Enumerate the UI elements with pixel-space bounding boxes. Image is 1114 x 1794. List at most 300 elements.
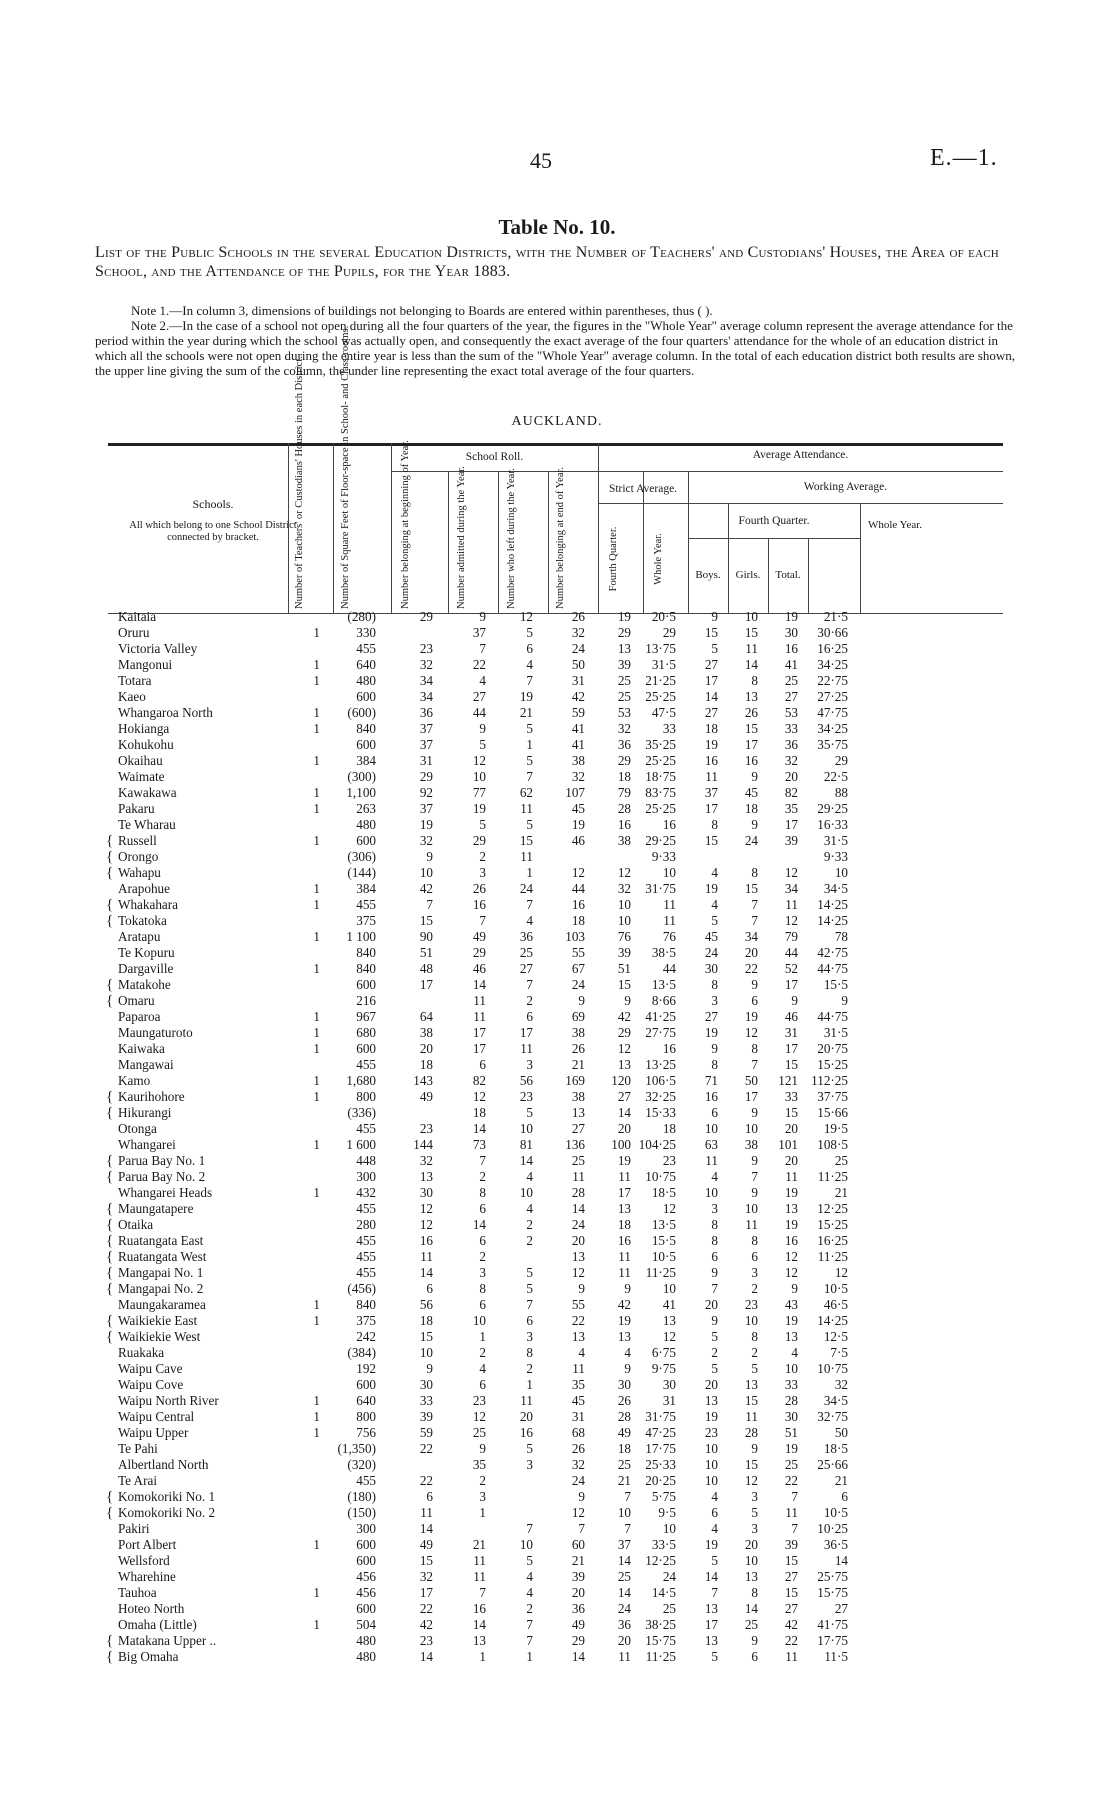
strict-whole-cell: 31·5 — [651, 657, 676, 672]
working-girls-cell: 12 — [744, 1025, 758, 1040]
table-row — [108, 929, 1003, 945]
roll-end-cell: 16 — [571, 897, 585, 912]
working-total-cell: 7 — [791, 1521, 798, 1536]
working-girls-cell: 5 — [751, 1361, 758, 1376]
working-boys-cell: 4 — [711, 865, 718, 880]
working-whole-year-cell: 50 — [834, 1425, 848, 1440]
table-row — [108, 1217, 1003, 1233]
roll-admitted-cell: 73 — [472, 1137, 486, 1152]
table-row — [108, 1121, 1003, 1137]
working-girls-cell: 6 — [751, 1649, 758, 1664]
school-name-cell: Ruakaka — [118, 1345, 165, 1360]
roll-admitted-cell: 25 — [472, 1425, 486, 1440]
working-boys-cell: 15 — [704, 625, 718, 640]
strict-fourth-cell: 26 — [617, 1393, 631, 1408]
working-whole-year-cell: 78 — [834, 929, 848, 944]
roll-admitted-cell: 35 — [472, 1457, 486, 1472]
strict-whole-cell: 16 — [662, 1041, 676, 1056]
working-boys-cell: 27 — [704, 1009, 718, 1024]
school-name-cell: Kaitaia — [118, 609, 157, 624]
strict-fourth-cell: 29 — [617, 625, 631, 640]
working-girls-cell: 11 — [745, 641, 758, 656]
roll-begin-cell: 23 — [419, 1121, 433, 1136]
district-bracket: { — [106, 1233, 114, 1249]
teachers-houses-cell: 1 — [313, 1393, 320, 1408]
strict-fourth-cell: 24 — [617, 1601, 631, 1616]
strict-whole-cell: 38·25 — [645, 1617, 676, 1632]
strict-whole-cell: 76 — [662, 929, 676, 944]
strict-whole-cell: 106·5 — [645, 1073, 676, 1088]
working-total-cell: 12 — [784, 865, 798, 880]
strict-whole-cell: 5·75 — [651, 1489, 676, 1504]
roll-end-cell: 20 — [571, 1585, 585, 1600]
table-row — [108, 801, 1003, 817]
floor-space-cell: 192 — [356, 1361, 376, 1376]
district-bracket: { — [106, 1649, 114, 1665]
roll-admitted-cell: 6 — [479, 1057, 486, 1072]
table-row — [108, 881, 1003, 897]
district-bracket: { — [106, 1249, 114, 1265]
teachers-houses-cell: 1 — [313, 1297, 320, 1312]
table-row — [108, 1297, 1003, 1313]
working-girls-cell: 5 — [751, 1505, 758, 1520]
table-row — [108, 609, 1003, 625]
roll-end-cell: 9 — [578, 1489, 585, 1504]
school-name-cell: Kaiwaka — [118, 1041, 165, 1056]
strict-whole-cell: 83·75 — [645, 785, 676, 800]
strict-fourth-cell: 12 — [617, 865, 631, 880]
working-total-cell: 25 — [784, 1457, 798, 1472]
roll-begin-cell: 15 — [419, 1553, 433, 1568]
table-row — [108, 1153, 1003, 1169]
table-row — [108, 1505, 1003, 1521]
roll-begin-cell: 34 — [419, 673, 433, 688]
working-total-cell: 43 — [784, 1297, 798, 1312]
working-boys-cell: 10 — [704, 1185, 718, 1200]
strict-fourth-cell: 15 — [617, 977, 631, 992]
strict-fourth-cell: 19 — [617, 609, 631, 624]
working-boys-cell: 30 — [704, 961, 718, 976]
working-girls-cell: 15 — [744, 721, 758, 736]
roll-begin-cell: 32 — [419, 833, 433, 848]
school-name-cell: Whangaroa North — [118, 705, 213, 720]
working-total-cell: 4 — [791, 1345, 798, 1360]
working-total-cell: 39 — [784, 1537, 798, 1552]
roll-begin-cell: 14 — [419, 1265, 433, 1280]
working-boys-cell: 8 — [711, 1057, 718, 1072]
strict-whole-cell: 104·25 — [638, 1137, 676, 1152]
roll-end-cell: 13 — [571, 1329, 585, 1344]
working-total-cell: 15 — [784, 1057, 798, 1072]
working-boys-cell: 8 — [711, 1233, 718, 1248]
table-row — [108, 641, 1003, 657]
working-girls-cell: 23 — [744, 1297, 758, 1312]
roll-begin-cell: 90 — [419, 929, 433, 944]
school-name-cell: Mangapai No. 1 — [118, 1265, 204, 1280]
working-boys-cell: 18 — [704, 721, 718, 736]
working-girls-cell: 45 — [744, 785, 758, 800]
working-girls-cell: 2 — [751, 1345, 758, 1360]
roll-admitted-cell: 22 — [472, 657, 486, 672]
table-row — [108, 1281, 1003, 1297]
roll-left-cell: 23 — [519, 1089, 533, 1104]
working-total-cell: 19 — [784, 1217, 798, 1232]
strict-whole-cell: 32·25 — [645, 1089, 676, 1104]
school-name-cell: Waimate — [118, 769, 165, 784]
strict-fourth-cell: 16 — [617, 817, 631, 832]
table-body — [108, 609, 1003, 1665]
working-total-cell: 79 — [784, 929, 798, 944]
working-boys-cell: 10 — [704, 1457, 718, 1472]
working-boys-cell: 4 — [711, 1521, 718, 1536]
roll-end-cell: 107 — [565, 785, 585, 800]
strict-fourth-cell: 32 — [617, 721, 631, 736]
roll-begin-cell: 11 — [420, 1505, 433, 1520]
working-total-cell: 28 — [784, 1393, 798, 1408]
working-girls-cell: 3 — [751, 1265, 758, 1280]
strict-fourth-cell: 4 — [624, 1345, 631, 1360]
strict-whole-cell: 9·33 — [651, 849, 676, 864]
roll-admitted-cell: 14 — [472, 1121, 486, 1136]
roll-left-cell: 11 — [520, 801, 533, 816]
col-divider — [598, 443, 599, 613]
working-boys-cell: 10 — [704, 1441, 718, 1456]
roll-admitted-cell: 1 — [479, 1649, 486, 1664]
working-girls-cell: 7 — [751, 897, 758, 912]
strict-fourth-cell: 7 — [624, 1489, 631, 1504]
floor-space-cell: 455 — [356, 1473, 376, 1488]
teachers-houses-cell: 1 — [313, 833, 320, 848]
roll-end-cell: 59 — [571, 705, 585, 720]
roll-end-cell: 67 — [571, 961, 585, 976]
roll-end-cell: 38 — [571, 1025, 585, 1040]
floor-space-cell: 300 — [356, 1521, 376, 1536]
strict-fourth-cell: 13 — [617, 1329, 631, 1344]
roll-begin-cell: 6 — [426, 1281, 433, 1296]
working-whole-year-cell: 12 — [834, 1265, 848, 1280]
roll-begin-cell: 16 — [419, 1233, 433, 1248]
floor-space-cell: 1,100 — [346, 785, 376, 800]
working-girls-cell: 8 — [751, 1585, 758, 1600]
strict-fourth-cell: 28 — [617, 801, 631, 816]
roll-left-cell: 2 — [526, 1217, 533, 1232]
strict-whole-cell: 13·75 — [645, 641, 676, 656]
working-whole-year-cell: 88 — [834, 785, 848, 800]
table-row — [108, 1025, 1003, 1041]
table-row — [108, 1265, 1003, 1281]
roll-left-cell: 5 — [526, 625, 533, 640]
table-row — [108, 1489, 1003, 1505]
strict-whole-cell: 47·25 — [645, 1425, 676, 1440]
working-whole-year-cell: 108·5 — [817, 1137, 848, 1152]
working-whole-year-cell: 34·5 — [823, 1393, 848, 1408]
working-whole-year-cell: 32 — [834, 1377, 848, 1392]
working-total-cell: 33 — [784, 1089, 798, 1104]
teachers-houses-cell: 1 — [313, 625, 320, 640]
working-whole-year-cell: 9 — [841, 993, 848, 1008]
district-bracket: { — [106, 849, 114, 865]
strict-whole-cell: 31·75 — [645, 881, 676, 896]
strict-whole-cell: 18·5 — [651, 1185, 676, 1200]
roll-left-cell: 4 — [526, 657, 533, 672]
working-total-cell: 51 — [784, 1425, 798, 1440]
table-row — [108, 1409, 1003, 1425]
roll-end-cell: 24 — [571, 641, 585, 656]
teachers-houses-cell: 1 — [313, 1025, 320, 1040]
working-boys-cell: 8 — [711, 817, 718, 832]
district-bracket: { — [106, 1489, 114, 1505]
roll-left-cell: 5 — [526, 1265, 533, 1280]
roll-left-cell: 12 — [519, 609, 533, 624]
working-girls-cell: 10 — [744, 1313, 758, 1328]
floor-space-cell: 375 — [356, 1313, 376, 1328]
roll-admitted-cell: 27 — [472, 689, 486, 704]
school-name-cell: Waikiekie East — [118, 1313, 198, 1328]
working-boys-cell: 17 — [704, 673, 718, 688]
working-girls-cell: 6 — [751, 1249, 758, 1264]
school-name-cell: Komokoriki No. 1 — [118, 1489, 216, 1504]
school-name-cell: Parua Bay No. 2 — [118, 1169, 206, 1184]
roll-left-cell: 10 — [519, 1121, 533, 1136]
school-name-cell: Komokoriki No. 2 — [118, 1505, 216, 1520]
district-bracket: { — [106, 1217, 114, 1233]
strict-whole-cell: 31·75 — [645, 1409, 676, 1424]
table-row — [108, 1009, 1003, 1025]
floor-space-cell: 680 — [356, 1025, 376, 1040]
strict-fourth-cell: 11 — [618, 1249, 631, 1264]
working-girls-cell: 9 — [751, 1633, 758, 1648]
col-divider — [391, 443, 392, 613]
strict-fourth-cell: 49 — [617, 1425, 631, 1440]
working-boys-cell: 7 — [711, 1585, 718, 1600]
working-boys-cell: 19 — [704, 881, 718, 896]
roll-end-cell: 35 — [571, 1377, 585, 1392]
roll-admitted-cell: 12 — [472, 1409, 486, 1424]
district-bracket: { — [106, 1089, 114, 1105]
working-total-cell: 52 — [784, 961, 798, 976]
roll-begin-cell: 37 — [419, 801, 433, 816]
roll-admitted-cell: 21 — [472, 1537, 486, 1552]
working-boys-cell: 9 — [711, 609, 718, 624]
district-bracket: { — [106, 1329, 114, 1345]
roll-admitted-cell: 2 — [479, 849, 486, 864]
roll-end-cell: 9 — [578, 1281, 585, 1296]
working-total-cell: 27 — [784, 1569, 798, 1584]
working-total-cell: 30 — [784, 1409, 798, 1424]
strict-whole-cell: 30 — [662, 1377, 676, 1392]
district-heading: AUCKLAND. — [511, 414, 603, 429]
roll-end-cell: 26 — [571, 1441, 585, 1456]
strict-fourth-cell: 100 — [611, 1137, 631, 1152]
strict-fourth-cell: 36 — [617, 1617, 631, 1632]
working-girls-cell: 9 — [751, 817, 758, 832]
working-girls-cell: 10 — [744, 609, 758, 624]
strict-whole-cell: 16 — [662, 817, 676, 832]
school-name-cell: Mangapai No. 2 — [118, 1281, 204, 1296]
strict-whole-cell: 23 — [662, 1153, 676, 1168]
strict-whole-cell: 38·5 — [651, 945, 676, 960]
working-total-cell: 7 — [791, 1489, 798, 1504]
working-girls-cell: 7 — [751, 1169, 758, 1184]
working-whole-year-cell: 27 — [834, 1601, 848, 1616]
working-girls-cell: 9 — [751, 1153, 758, 1168]
school-name-cell: Matakohe — [118, 977, 171, 992]
working-total-cell: 12 — [784, 1265, 798, 1280]
working-boys-cell: 20 — [704, 1297, 718, 1312]
strict-whole-cell: 9·75 — [651, 1361, 676, 1376]
table-row — [108, 769, 1003, 785]
school-name-cell: Kaeo — [118, 689, 146, 704]
working-boys-cell: 5 — [711, 641, 718, 656]
strict-whole-cell: 13·5 — [651, 1217, 676, 1232]
working-whole-year-cell: 22·5 — [823, 769, 848, 784]
strict-fourth-cell: 20 — [617, 1633, 631, 1648]
working-total-cell: 20 — [784, 1121, 798, 1136]
working-girls-cell: 9 — [751, 1185, 758, 1200]
working-total-cell: 82 — [784, 785, 798, 800]
floor-space-cell: 480 — [356, 673, 376, 688]
working-boys-cell: 9 — [711, 1313, 718, 1328]
roll-admitted-cell: 1 — [479, 1505, 486, 1520]
floor-space-cell: 455 — [356, 897, 376, 912]
strict-fourth-cell: 10 — [617, 1505, 631, 1520]
roll-end-cell: 50 — [571, 657, 585, 672]
strict-whole-cell: 20·25 — [645, 1473, 676, 1488]
working-total-cell: 17 — [784, 817, 798, 832]
working-girls-cell: 20 — [744, 945, 758, 960]
school-name-cell: Waipu Central — [118, 1409, 195, 1424]
strict-fourth-cell: 25 — [617, 689, 631, 704]
roll-begin-cell: 30 — [419, 1185, 433, 1200]
strict-fourth-cell: 14 — [617, 1105, 631, 1120]
floor-space-cell: 1 100 — [346, 929, 376, 944]
district-bracket: { — [106, 897, 114, 913]
strict-whole-cell: 33·5 — [651, 1537, 676, 1552]
roll-admitted-cell: 16 — [472, 897, 486, 912]
note-2: Note 2.—In the case of a school not open during all the four quarters of the year, the figures in the "Whole Year" average column represent the average attendance for the period within the year during which the school was actually open, and consequently the exact average of the four quarters' attendance for the whole of an education district in which all the schools were not open during the entire year is less than the sum of the "Whole Year" average column. In the total of each education district both results are shown, the upper line giving the sum of the column, the under line representing the exact total average of the four quarters. — [95, 318, 1015, 378]
working-whole-year-cell: 21 — [834, 1185, 848, 1200]
strict-whole-cell: 10·5 — [651, 1249, 676, 1264]
table-row — [108, 849, 1003, 865]
roll-end-cell: 11 — [572, 1361, 585, 1376]
district-bracket: { — [106, 1313, 114, 1329]
strict-whole-cell: 12·25 — [645, 1553, 676, 1568]
floor-space-cell: 600 — [356, 977, 376, 992]
roll-begin-cell: 10 — [419, 865, 433, 880]
school-name-cell: Waipu Cove — [118, 1377, 184, 1392]
strict-whole-cell: 18·75 — [645, 769, 676, 784]
school-name-cell: Kawakawa — [118, 785, 177, 800]
floor-space-cell: (150) — [347, 1505, 376, 1520]
working-total-cell: 9 — [791, 993, 798, 1008]
working-whole-year-cell: 6 — [841, 1489, 848, 1504]
roll-admitted-cell: 9 — [479, 609, 486, 624]
strict-whole-cell: 29 — [662, 625, 676, 640]
roll-begin-cell: 31 — [419, 753, 433, 768]
working-boys-cell: 63 — [704, 1137, 718, 1152]
roll-left-cell: 11 — [520, 1041, 533, 1056]
roll-end-cell: 24 — [571, 1217, 585, 1232]
roll-begin-cell: 33 — [419, 1393, 433, 1408]
roll-admitted-cell: 4 — [479, 1361, 486, 1376]
page-number: 45 — [530, 148, 552, 173]
working-girls-cell: 22 — [744, 961, 758, 976]
strict-fourth-cell: 79 — [617, 785, 631, 800]
roll-end-cell: 136 — [565, 1137, 585, 1152]
strict-fourth-cell: 30 — [617, 1377, 631, 1392]
working-whole-year-cell: 11·5 — [824, 1649, 848, 1664]
girls-header: Girls. — [735, 569, 761, 581]
roll-end-cell: 55 — [571, 945, 585, 960]
strict-fourth-cell: 13 — [617, 1057, 631, 1072]
working-whole-year-cell: 37·75 — [817, 1089, 848, 1104]
roll-begin-cell: 37 — [419, 721, 433, 736]
working-total-cell: 22 — [784, 1473, 798, 1488]
strict-fourth-cell: 19 — [617, 1153, 631, 1168]
roll-admitted-cell: 18 — [472, 1105, 486, 1120]
roll-end-cell: 29 — [571, 1633, 585, 1648]
teachers-houses-cell: 1 — [313, 801, 320, 816]
roll-admitted-cell: 9 — [479, 1441, 486, 1456]
school-roll-header: School Roll. — [465, 451, 524, 463]
working-girls-cell: 2 — [751, 1281, 758, 1296]
floor-space-cell: 455 — [356, 641, 376, 656]
col-divider — [333, 443, 334, 613]
school-name-cell: Maungaturoto — [118, 1025, 193, 1040]
table-row — [108, 977, 1003, 993]
working-girls-cell: 7 — [751, 913, 758, 928]
working-boys-cell: 5 — [711, 1553, 718, 1568]
roll-left-cell: 2 — [526, 993, 533, 1008]
working-total-cell: 41 — [784, 657, 798, 672]
working-whole-year-cell: 47·75 — [817, 705, 848, 720]
district-bracket: { — [106, 1105, 114, 1121]
working-girls-cell: 13 — [744, 1377, 758, 1392]
working-whole-year-cell: 14·25 — [817, 913, 848, 928]
working-boys-cell: 3 — [711, 1201, 718, 1216]
working-girls-cell: 9 — [751, 977, 758, 992]
table-row — [108, 1617, 1003, 1633]
roll-left-cell: 11 — [520, 849, 533, 864]
roll-end-cell: 12 — [571, 1505, 585, 1520]
total-header: Total. — [775, 569, 801, 581]
roll-admitted-cell: 29 — [472, 833, 486, 848]
working-girls-cell: 9 — [751, 769, 758, 784]
working-total-cell: 20 — [784, 769, 798, 784]
working-whole-year-cell: 22·75 — [817, 673, 848, 688]
strict-fourth-cell: 9 — [624, 993, 631, 1008]
roll-begin-cell: 14 — [419, 1521, 433, 1536]
working-boys-cell: 37 — [704, 785, 718, 800]
floor-space-cell: 840 — [356, 961, 376, 976]
roll-end-cell: 14 — [571, 1649, 585, 1664]
roll-left-cell: 7 — [526, 897, 533, 912]
working-whole-year-cell: 10 — [834, 865, 848, 880]
roll-left-cell: 7 — [526, 1633, 533, 1648]
working-boys-cell: 20 — [704, 1377, 718, 1392]
working-total-cell: 101 — [778, 1137, 798, 1152]
roll-left-cell: 5 — [526, 721, 533, 736]
roll-admitted-cell: 37 — [472, 625, 486, 640]
working-whole-year-cell: 18·5 — [823, 1441, 848, 1456]
working-girls-cell: 8 — [751, 673, 758, 688]
roll-end-cell: 19 — [571, 817, 585, 832]
roll-begin-cell: 7 — [426, 897, 433, 912]
roll-begin-cell: 17 — [419, 1585, 433, 1600]
table-title: Table No. 10. — [498, 215, 616, 239]
strict-fourth-cell: 16 — [617, 1233, 631, 1248]
working-boys-cell: 10 — [704, 1121, 718, 1136]
